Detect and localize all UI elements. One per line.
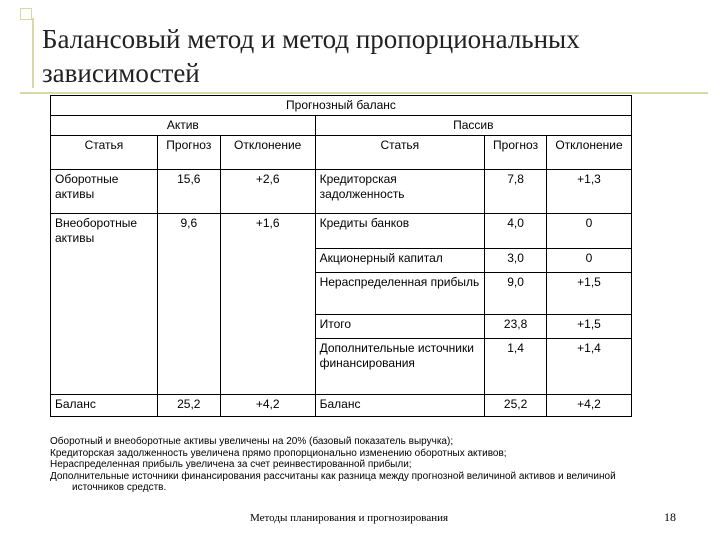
cell-deviation: +1,4 — [547, 338, 632, 394]
note-line: Дополнительные источники финансирования рассчитаны как разница между прогнозной величиной активов и величиной — [50, 470, 616, 482]
table-row — [51, 272, 632, 314]
frame-line-vertical — [32, 18, 34, 88]
table-caption: Прогнозный баланс — [51, 96, 632, 116]
note-line: Кредиторская задолженность увеличена прямо пропорционально изменению оборотных активов; — [50, 447, 507, 459]
cell-deviation: +4,2 — [547, 394, 632, 416]
notes — [50, 436, 680, 494]
slide-title: Балансовый метод и метод пропорциональных зависимостей — [42, 24, 580, 88]
passiv-header: Пассив — [315, 116, 631, 136]
cell-forecast: 9,6 — [157, 214, 220, 249]
note-line: Оборотный и внеоборотные активы увеличены на 20% (базовый показатель выручка); — [50, 436, 454, 447]
cell-forecast: 15,6 — [157, 170, 220, 214]
cell-forecast: 25,2 — [485, 394, 547, 416]
frame-corner — [20, 8, 32, 20]
cell-deviation: +4,2 — [220, 394, 315, 416]
col-header: Отклонение — [547, 136, 632, 170]
cell-forecast: 25,2 — [157, 394, 220, 416]
cell-deviation: +2,6 — [220, 170, 315, 214]
table-row — [51, 248, 632, 272]
cell-article: Дополнительные источники финансирования — [315, 338, 485, 394]
cell-deviation: +1,5 — [547, 314, 632, 338]
cell-article: Внеоборотные активы — [51, 214, 158, 249]
cell-article: Кредиторская задолженность — [315, 170, 485, 214]
note-line: Нераспределенная прибыль увеличена за счет реинвестированной прибыли; — [50, 459, 412, 470]
cell-article: Кредиты банков — [315, 214, 485, 249]
cell-deviation: +1,6 — [220, 214, 315, 249]
cell-forecast: 9,0 — [485, 272, 547, 314]
cell-article: Баланс — [51, 394, 158, 416]
cell-forecast: 3,0 — [485, 248, 547, 272]
col-header: Прогноз — [485, 136, 547, 170]
cell-forecast: 23,8 — [485, 314, 547, 338]
table-row — [51, 394, 632, 416]
balance-table — [50, 95, 632, 417]
cell-forecast: 1,4 — [485, 338, 547, 394]
note-line: источников средств. — [72, 482, 167, 493]
aktiv-header: Актив — [51, 116, 316, 136]
cell-deviation: 0 — [547, 214, 632, 249]
table-row — [51, 214, 632, 249]
cell-article: Баланс — [315, 394, 485, 416]
col-header: Отклонение — [220, 136, 315, 170]
cell-deviation: 0 — [547, 248, 632, 272]
cell-article: Акционерный капитал — [315, 248, 485, 272]
frame-line-horizontal — [20, 92, 708, 94]
cell-forecast: 4,0 — [485, 214, 547, 249]
col-header: Статья — [51, 136, 158, 170]
table-row — [51, 170, 632, 214]
cell-article: Итого — [315, 314, 485, 338]
col-header: Прогноз — [157, 136, 220, 170]
table-row — [51, 314, 632, 338]
cell-deviation: +1,5 — [547, 272, 632, 314]
col-header: Статья — [315, 136, 485, 170]
cell-article: Нераспределенная прибыль — [315, 272, 485, 314]
cell-article: Оборотные активы — [51, 170, 158, 214]
cell-deviation: +1,3 — [547, 170, 632, 214]
footer-text: Методы планирования и прогнозирования — [250, 512, 449, 524]
cell-forecast: 7,8 — [485, 170, 547, 214]
table-row — [51, 338, 632, 394]
page-number: 18 — [664, 510, 676, 524]
